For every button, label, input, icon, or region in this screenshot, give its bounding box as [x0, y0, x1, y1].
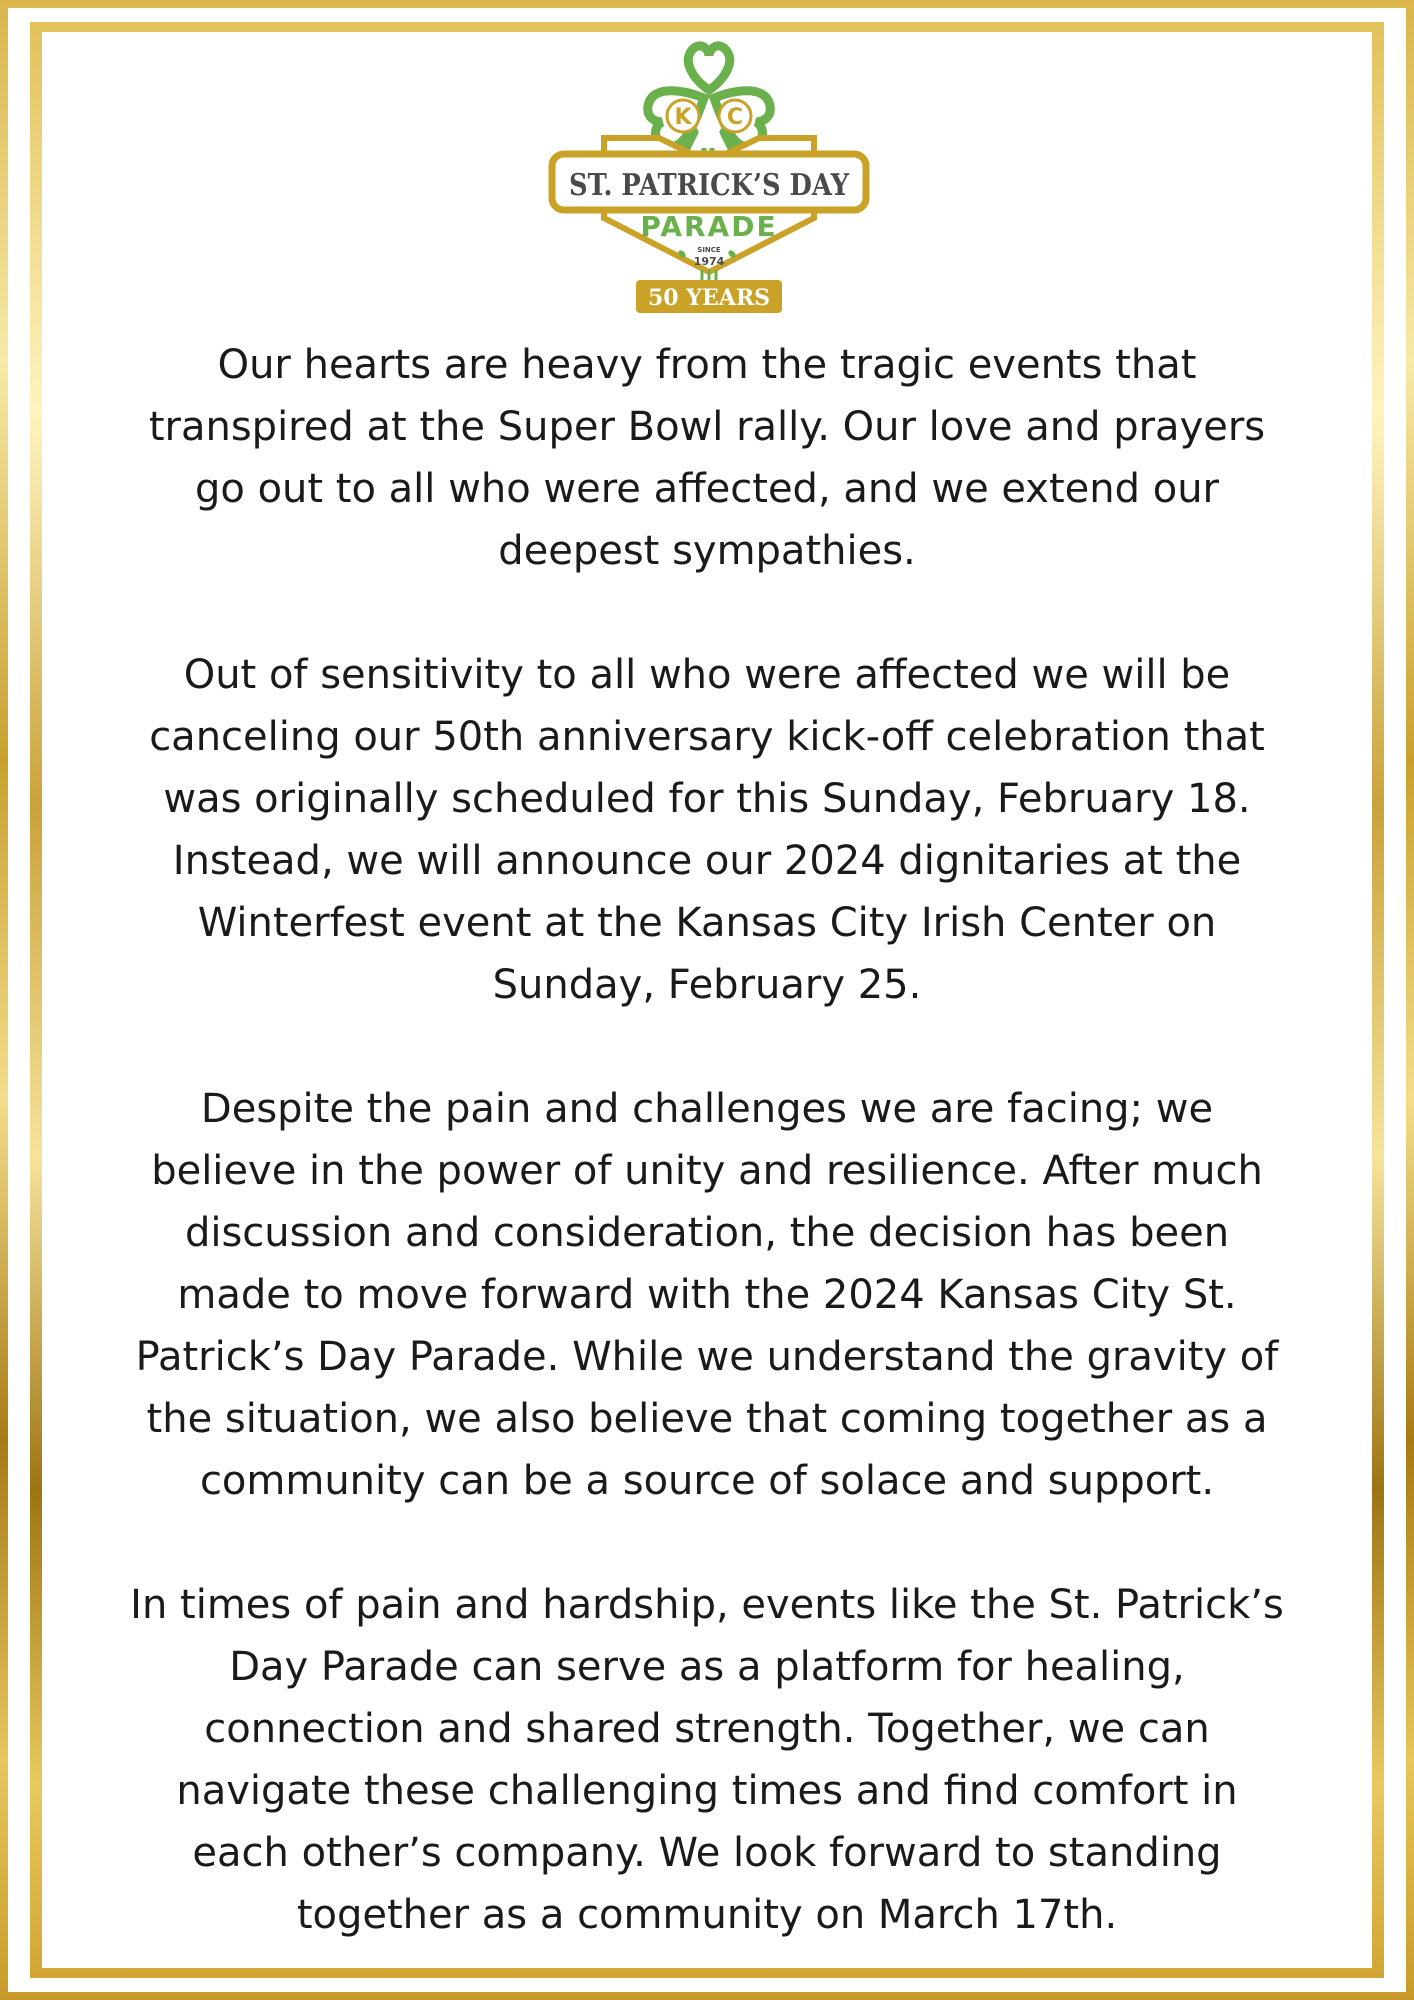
monogram-k: K — [674, 105, 692, 130]
paragraph-1 — [50, 334, 1364, 582]
text-line: go out to all who were affected, and we extend our — [195, 466, 1219, 512]
text-line: Sunday, February 25. — [492, 962, 922, 1008]
parade-logo — [544, 40, 874, 315]
logo-title: ST. PATRICK’S DAY — [569, 168, 850, 203]
text-line: Patrick’s Day Parade. While we understand the gravity of — [135, 1334, 1279, 1380]
text-line: transpired at the Super Bowl rally. Our love and prayers — [148, 404, 1266, 450]
text-line: connection and shared strength. Together, we can — [204, 1706, 1210, 1752]
text-line: made to move forward with the 2024 Kansas City St. — [177, 1272, 1237, 1318]
statement-body — [50, 334, 1364, 1946]
anniversary-label: 50 YEARS — [648, 285, 770, 311]
text-line: believe in the power of unity and resilience. After much — [151, 1148, 1263, 1194]
text-line: navigate these challenging times and find comfort in — [176, 1768, 1238, 1814]
since-label: SINCE — [697, 246, 721, 254]
text-line: canceling our 50th anniversary kick-off celebration that — [149, 714, 1265, 760]
logo-subtitle: PARADE — [640, 210, 778, 243]
text-line: discussion and consideration, the decision has been — [184, 1210, 1230, 1256]
text-line: Out of sensitivity to all who were affected we will be — [183, 652, 1231, 698]
monogram-c: C — [726, 105, 744, 130]
paragraph-4 — [50, 1574, 1364, 1946]
paragraph-3 — [50, 1078, 1364, 1512]
text-line: Winterfest event at the Kansas City Irish Center on — [197, 900, 1217, 946]
text-line: Instead, we will announce our 2024 dignitaries at the — [172, 838, 1242, 884]
text-line: deepest sympathies. — [498, 528, 916, 574]
text-line: Despite the pain and challenges we are facing; we — [200, 1086, 1214, 1132]
paragraph-2 — [50, 644, 1364, 1016]
text-line: In times of pain and hardship, events like the St. Patrick’s — [130, 1582, 1284, 1628]
text-line: together as a community on March 17th. — [296, 1892, 1118, 1938]
text-line: Day Parade can serve as a platform for healing, — [229, 1644, 1185, 1690]
text-line: was originally scheduled for this Sunday, February 18. — [163, 776, 1251, 822]
since-year: 1974 — [693, 255, 725, 268]
text-line: community can be a source of solace and support. — [199, 1458, 1215, 1504]
text-line: Our hearts are heavy from the tragic events that — [217, 342, 1197, 388]
text-line: each other’s company. We look forward to standing — [192, 1830, 1222, 1876]
text-line: the situation, we also believe that coming together as a — [146, 1396, 1268, 1442]
